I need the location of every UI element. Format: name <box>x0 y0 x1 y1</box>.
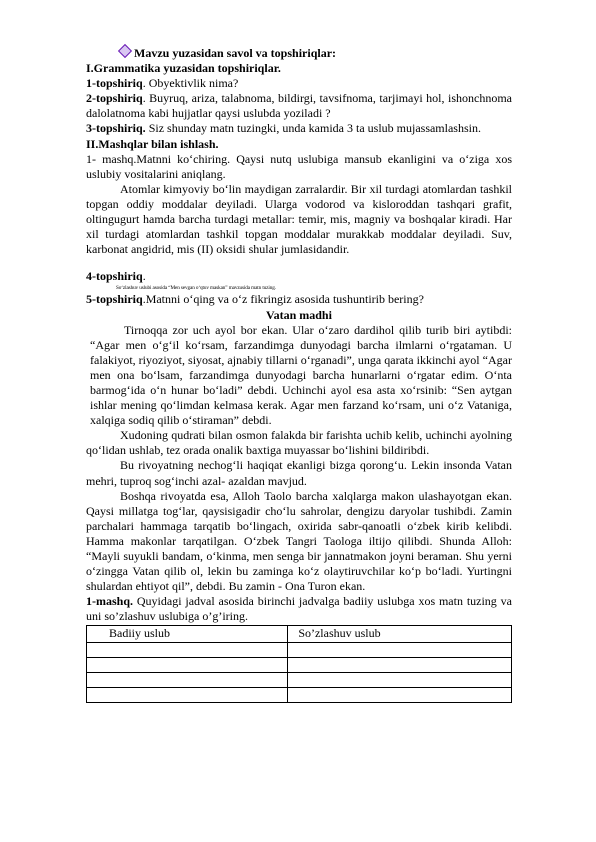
table-row <box>87 687 512 702</box>
task-3-text: Siz shunday matn tuzingki, unda kamida 3 ta uslub mujassamlashsin. <box>145 121 481 136</box>
table-exercise-text: Quyidagi jadval asosida birinchi jadvalga badiiy uslubga xos matn tuzing va uni so’zlashuv uslubiga o’g’iring. <box>86 594 512 624</box>
style-table <box>86 625 512 702</box>
exercise-1-instruction: 1- mashq.Matnni ko‘chiring. Qaysi nutq uslubiga mansub ekanligini va o‘ziga xos uslubiy vositalarini aniqlang. <box>86 151 512 181</box>
table-row <box>87 657 512 672</box>
task-4-note: So‘zlashuv uslubi asosida “Men sevgan o‘qtuv maskan” mavzusida matn tuzing. <box>116 285 276 292</box>
table-cell[interactable] <box>87 687 288 702</box>
table-header-badiiy: Badiiy uslub <box>87 626 288 642</box>
table-exercise <box>86 594 512 624</box>
task-2 <box>86 91 512 121</box>
spacer <box>86 257 512 269</box>
task-1-text: . Obyektivlik nima? <box>142 76 239 91</box>
table-cell[interactable] <box>288 672 512 687</box>
task-4 <box>86 269 512 284</box>
table-cell[interactable] <box>288 642 512 657</box>
table-cell[interactable] <box>288 657 512 672</box>
section-title <box>86 46 512 61</box>
task-4-label: 4-topshiriq <box>86 269 143 284</box>
story-paragraph-4: Boshqa rivoyatda esa, Alloh Taolo barcha xalqlarga makon ulashayotgan ekan. Qaysi millatga tog‘lar, qaysisigadir cho‘lu sahrolar, dengizu daryolar tushibdi. Zamin parchalari hammaga tarqatib bo‘lingach, oxirida sabr-qanoatli o‘zbek kirib kelibdi. Hamma makonlar tarqatilgan. O‘zbek Tangri Taologa iltijo qilibdi. Shunda Alloh: “Mayli suyukli bandam, o‘kinma, men senga bir jannatmakon joyni beraman. Shu yerni o‘zingga Vatan qilib ol, lekin bu zaminga ko‘z olaytiruvchilar ko‘p bo‘ladi. Yurtingni shulardan ehtiyot qil”, debdi. Bu zamin - Ona Turon ekan. <box>86 488 512 594</box>
task-1 <box>86 76 512 91</box>
table-header-sozlashuv: So’zlashuv uslub <box>288 626 512 642</box>
table-header-row <box>87 626 512 642</box>
table-row <box>87 642 512 657</box>
exercises-heading: II.Mashqlar bilan ishlash. <box>86 136 219 151</box>
exercise-1-paragraph: Atomlar kimyoviy bo‘lin maydigan zarralardir. Bir xil turdagi atomlardan tashkil topgan oddiy moddalar deyiladi. Ularga vodorod va kisloroddan tashqari grafit, oltingugurt hamda barcha turdagi metallar: temir, mis, magniy va boshqalar kiradi. Har xil turdagi atomlardan tashkil topgan moddalar murakkab moddalar deyiladi. Suv, karbonat angidrid, mis (II) oksidi shular jumlasidandir. <box>86 181 512 257</box>
table-cell[interactable] <box>288 687 512 702</box>
table-row <box>87 672 512 687</box>
task-3 <box>86 121 512 136</box>
grammar-heading: I.Grammatika yuzasidan topshiriqlar. <box>86 61 281 76</box>
task-5 <box>86 292 512 307</box>
task-2-label: 2-topshiriq <box>86 91 143 106</box>
task-2-text: . Buyruq, ariza, talabnoma, bildirgi, tavsifnoma, tarjimayi hol, ishonchnoma dalolatnoma kabi hujjatlar qaysi uslubda yoziladi ? <box>86 91 512 121</box>
task-1-label: 1-topshiriq <box>86 76 143 91</box>
table-cell[interactable] <box>87 642 288 657</box>
table-cell[interactable] <box>87 657 288 672</box>
section-title-text: Mavzu yuzasidan savol va topshiriqlar: <box>134 46 337 60</box>
diamond-bullet-icon <box>118 44 132 58</box>
table-cell[interactable] <box>87 672 288 687</box>
story-paragraph-2: Xudoning qudrati bilan osmon falakda bir farishta uchib kelib, uchinchi ayolning qo‘lidan ushlab, tez orada onalik baxtiga muyassar bo‘lishini bildiribdi. <box>86 428 512 458</box>
task-5-text: .Matnni o‘qing va o‘z fikringiz asosida tushuntirib bering? <box>142 292 424 307</box>
table-exercise-label: 1-mashq. <box>86 594 134 609</box>
story-paragraph-3: Bu rivoyatning nechog‘li haqiqat ekanligi bizga qorong‘u. Lekin insonda Vatan mehri, tuproq sog‘inchi azal- azaldan mavjud. <box>86 458 512 488</box>
task-3-label: 3-topshiriq. <box>86 121 146 136</box>
document-page <box>86 46 512 703</box>
task-4-text: . <box>142 269 146 284</box>
story-title: Vatan madhi <box>266 307 332 322</box>
task-5-label: 5-topshiriq <box>86 292 143 307</box>
story-paragraph-1: Tirnoqqa zor uch ayol bor ekan. Ular o‘zaro dardihol qilib turib biri aytibdi: “Agar men o‘g‘il ko‘rsam, farzandimga dunyodagi barcha ilmlarni o‘rgataman. U falakiyot, riyoziyot, siyosat, ajnabiy tillarni o‘rganadi”, unga qarata ikkinchi ayol “Agar men ona bo‘lsam, farzandimga dunyodagi barcha hunarlarni o‘rgatar edim. O‘nta barmog‘ida o‘n hunar bo‘ladi” debdi. Uchinchi ayol esa asta xo‘rsinib: “Sen aytgan ishlar mening qo‘limdan kelmasa kerak. Agar men farzand ko‘rsam, uni o‘z Vataniga, xalqiga sodiq qilib o‘stiraman” debdi. <box>90 322 512 428</box>
